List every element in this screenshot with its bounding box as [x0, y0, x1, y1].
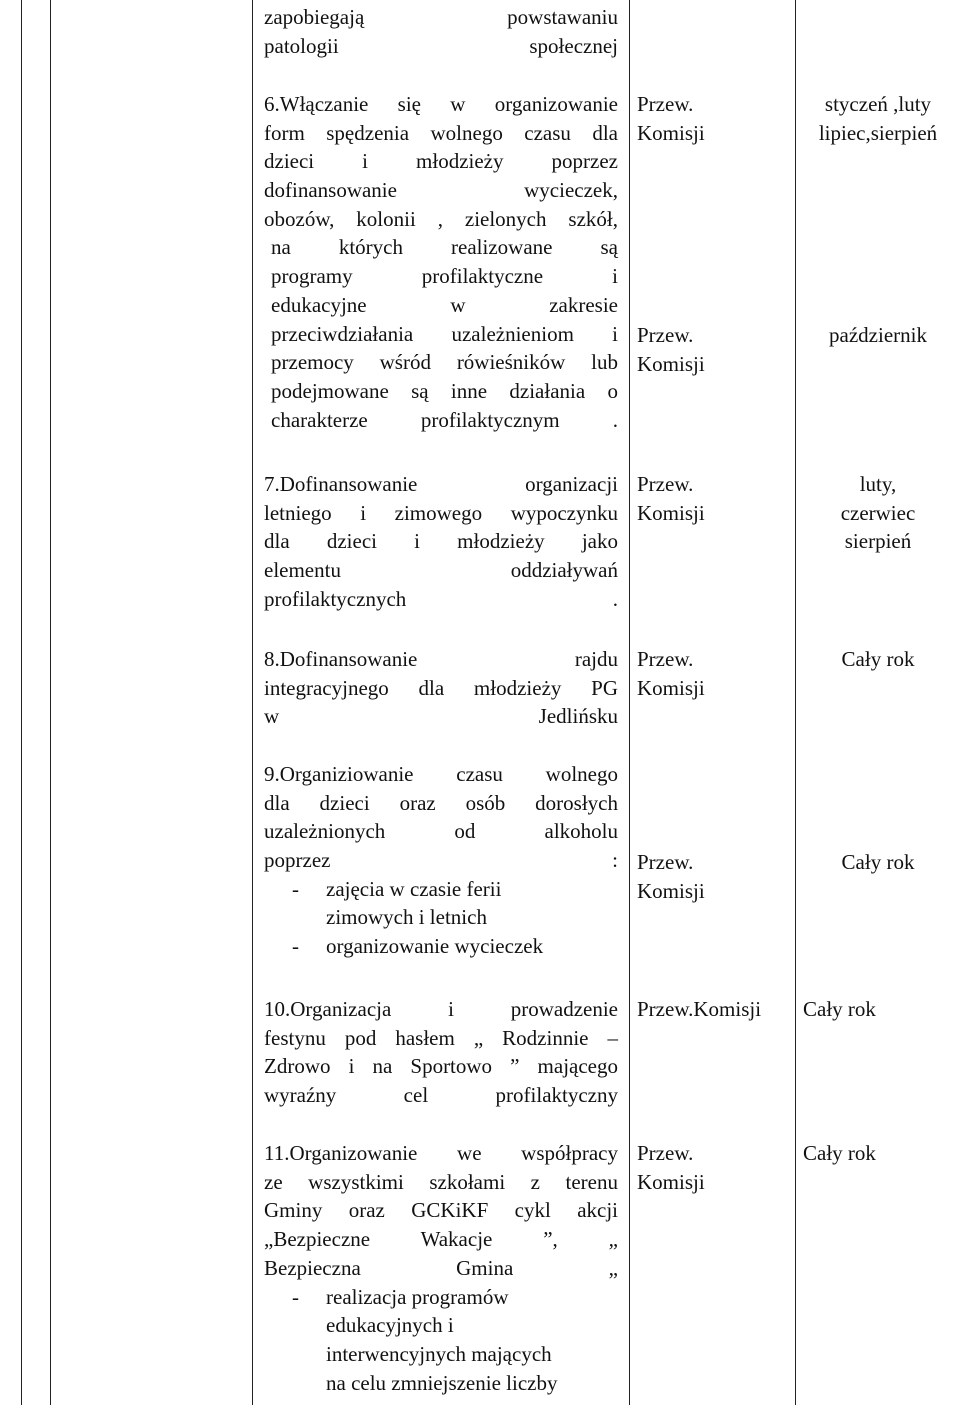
task-description-item-7-line: profilaktycznych .: [264, 586, 618, 611]
task-description-item-8-line: integracyjnego dla młodzieży PG: [264, 675, 618, 700]
responsible-item-9-line: Przew.: [637, 850, 694, 874]
task-description-item-9-line: uzależnionych od alkoholu: [264, 819, 618, 844]
term-item-10: [803, 995, 876, 1024]
task-description-intro-line: patologii społecznej: [264, 33, 618, 58]
term-item-6-line: lipiec,sierpień: [818, 120, 938, 145]
task-description-item-9-line: dla dzieci oraz osób dorosłych: [264, 790, 618, 815]
responsible-item-9: [637, 848, 705, 905]
list-dash: -: [292, 876, 299, 901]
term-item-9-line: Cały rok: [841, 850, 915, 874]
task-description-item-11: [264, 1139, 618, 1282]
table-column-divider: [50, 0, 51, 1405]
term-item-8-line: Cały rok: [841, 647, 915, 671]
task-description-item-9: [264, 760, 618, 875]
task-description-intro-line: zapobiegają powstawaniu: [264, 5, 618, 29]
task-subitem-line: [264, 1311, 618, 1340]
responsible-item-6-second: [637, 321, 705, 378]
task-description-item-10: [264, 995, 618, 1110]
task-description-item-6-line: form spędzenia wolnego czasu dla: [264, 120, 618, 145]
responsible-item-11-line: Komisji: [637, 1169, 705, 1194]
responsible-item-6-line: Komisji: [637, 120, 705, 145]
task-description-item-6-line: na których realizowane są: [271, 235, 618, 260]
responsible-item-9-line: Komisji: [637, 878, 705, 903]
term-item-6-line: styczeń ,luty: [824, 92, 932, 116]
term-item-6-second: [796, 321, 960, 350]
task-description-item-6: [264, 90, 618, 434]
term-item-9: [796, 848, 960, 877]
task-description-item-11-line: ze wszystkimi szkołami z terenu: [264, 1169, 618, 1194]
task-description-item-6-line: 6.Włączanie się w organizowanie: [264, 92, 618, 116]
task-subitem-text: zimowych i letnich: [326, 905, 487, 930]
term-item-11: [803, 1139, 876, 1168]
task-description-item-10-line: festynu pod hasłem „ Rodzinnie –: [264, 1025, 618, 1050]
task-subitem-text: organizowanie wycieczek: [326, 934, 544, 959]
task-subitem-line: [264, 932, 618, 961]
term-item-6: [796, 90, 960, 147]
task-description-item-7-line: dla dzieci i młodzieży jako: [264, 529, 618, 554]
task-description-item-7: [264, 470, 618, 613]
list-dash: -: [292, 1284, 299, 1309]
task-subitem-line: [264, 1283, 618, 1312]
task-description-item-6-line: obozów, kolonii , zielonych szkół,: [264, 206, 618, 231]
task-subitem-text: realizacja programów: [326, 1284, 509, 1309]
responsible-item-10-line: Przew.Komisji: [637, 997, 762, 1021]
term-item-7-line: czerwiec: [840, 500, 916, 525]
responsible-item-7: [637, 470, 705, 527]
term-item-10-line: Cały rok: [803, 997, 876, 1021]
task-description-intro: [264, 3, 618, 60]
task-subitem-line: [264, 1340, 618, 1369]
responsible-item-7-line: Komisji: [637, 500, 705, 525]
responsible-item-10: [637, 995, 761, 1024]
task-description-item-7-line: elementu oddziaływań: [264, 558, 618, 583]
task-description-item-7-line: letniego i zimowego wypoczynku: [264, 500, 618, 525]
task-subitem-text: interwencyjnych mających: [326, 1341, 552, 1366]
task-subitem-line: [264, 1369, 618, 1398]
task-subitem: [264, 932, 618, 961]
responsible-item-7-line: Przew.: [637, 472, 694, 496]
responsible-item-11: [637, 1139, 705, 1196]
task-subitem-line: [264, 903, 618, 932]
task-description-item-11-line: „Bezpieczne Wakacje ”, „: [264, 1227, 618, 1252]
task-description-item-6-line: programy profilaktyczne i: [271, 264, 618, 289]
responsible-item-6-line: Przew.: [637, 92, 694, 116]
task-description-item-6-line: przeciwdziałania uzależnieniom i: [271, 321, 618, 346]
task-description-item-10-line: 10.Organizacja i prowadzenie: [264, 997, 618, 1021]
table-border-left: [21, 0, 22, 1405]
table-column-divider: [252, 0, 253, 1405]
task-subitem-text: na celu zmniejszenie liczby: [326, 1370, 558, 1395]
term-item-11-line: Cały rok: [803, 1141, 876, 1165]
task-description-item-11-line: Bezpieczna Gmina „: [264, 1255, 618, 1280]
task-subitem-text: zajęcia w czasie ferii: [326, 876, 502, 901]
task-subitem: [264, 875, 618, 932]
task-description-item-11-line: Gminy oraz GCKiKF cykl akcji: [264, 1198, 618, 1223]
term-item-7-line: luty,: [859, 472, 897, 496]
task-description-item-9-line: poprzez :: [264, 848, 618, 873]
task-subitem: [264, 1283, 618, 1398]
task-description-item-9-line: 9.Organiziowanie czasu wolnego: [264, 762, 618, 786]
task-subitem-text: edukacyjnych i: [326, 1313, 454, 1338]
responsible-item-6-second-line: Komisji: [637, 351, 705, 376]
responsible-item-8-line: Przew.: [637, 647, 694, 671]
responsible-item-11-line: Przew.: [637, 1141, 694, 1165]
task-description-item-11-line: 11.Organizowanie we współpracy: [264, 1141, 618, 1165]
task-description-item-6-line: podejmowane są inne działania o: [271, 378, 618, 403]
table-column-divider: [629, 0, 630, 1405]
responsible-item-8: [637, 645, 705, 702]
responsible-item-6: [637, 90, 705, 147]
task-description-item-8-line: 8.Dofinansowanie rajdu: [264, 647, 618, 671]
term-item-7: [796, 470, 960, 556]
task-description-item-6-line: przemocy wśród rówieśników lub: [271, 350, 618, 375]
list-dash: -: [292, 934, 299, 959]
table-column-divider: [795, 0, 796, 1405]
task-description-item-10-line: Zdrowo i na Sportowo ” mającego: [264, 1054, 618, 1079]
responsible-item-6-second-line: Przew.: [637, 323, 694, 347]
term-item-8: [796, 645, 960, 674]
task-description-item-6-line: dofinansowanie wycieczek,: [264, 178, 618, 203]
task-description-item-6-line: dzieci i młodzieży poprzez: [264, 149, 618, 174]
term-item-6-second-line: październik: [829, 323, 927, 347]
task-description-item-10-line: wyraźny cel profilaktyczny: [264, 1083, 618, 1108]
task-description-item-6-line: charakterze profilaktycznym .: [271, 407, 618, 432]
task-subitem-line: [264, 875, 618, 904]
term-item-7-line: sierpień: [844, 529, 912, 554]
task-description-item-8-line: w Jedlińsku: [264, 704, 618, 729]
task-description-item-8: [264, 645, 618, 731]
task-description-item-6-line: edukacyjne w zakresie: [271, 292, 618, 317]
responsible-item-8-line: Komisji: [637, 675, 705, 700]
task-description-item-7-line: 7.Dofinansowanie organizacji: [264, 472, 618, 496]
